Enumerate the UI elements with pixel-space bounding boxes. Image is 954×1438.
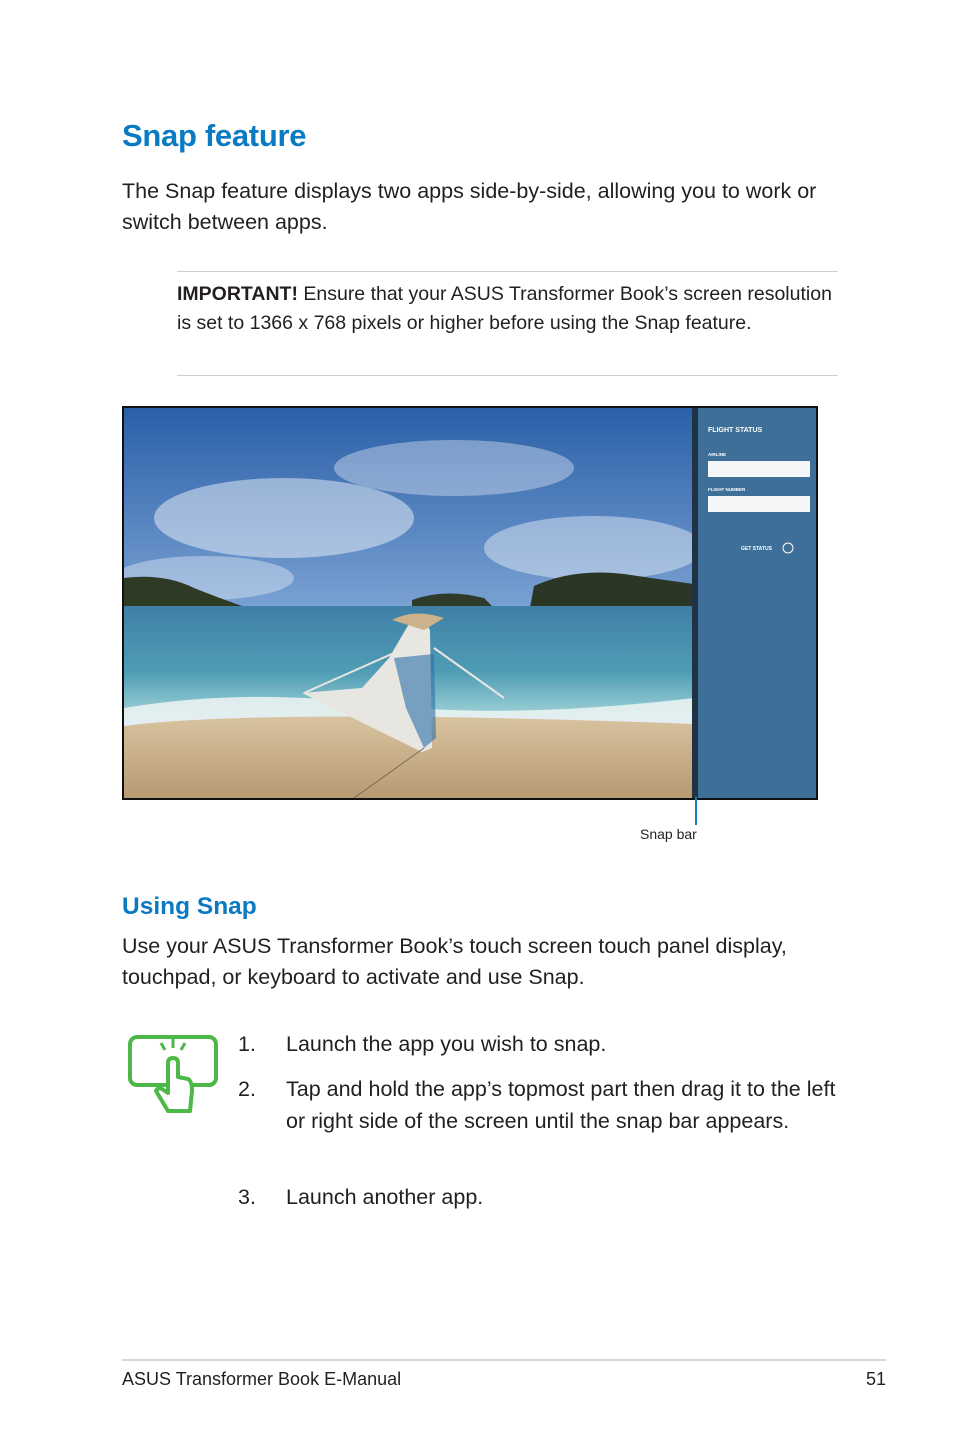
- panel-field2-label: FLIGHT NUMBER: [708, 487, 746, 492]
- snap-bar-callout-label: Snap bar: [640, 826, 697, 842]
- step-1-text: Launch the app you wish to snap.: [286, 1032, 607, 1056]
- snap-screenshot: [122, 406, 818, 800]
- panel-field2-input: [708, 496, 810, 512]
- note-bottom-rule: [177, 375, 838, 376]
- panel-title: FLIGHT STATUS: [708, 427, 763, 434]
- page-title: Snap feature: [122, 118, 307, 153]
- panel-field1-label: AIRLINE: [708, 452, 726, 457]
- step-2-number: 2.: [238, 1077, 256, 1101]
- intro-paragraph: The Snap feature displays two apps side-by-side, allowing you to work or switch between apps.: [122, 179, 817, 234]
- footer-manual-title: ASUS Transformer Book E-Manual: [122, 1369, 402, 1389]
- subsection-title: Using Snap: [122, 893, 257, 920]
- step-2-text: Tap and hold the app’s topmost part then drag it to the left or right side of the screen until the snap bar appears.: [286, 1077, 836, 1133]
- important-label: IMPORTANT!: [177, 283, 298, 305]
- step-3-text: Launch another app.: [286, 1185, 484, 1209]
- panel-field1-input: [708, 461, 810, 477]
- step-1-number: 1.: [238, 1032, 256, 1056]
- footer-page-number: 51: [865, 1369, 886, 1389]
- step-3-number: 3.: [238, 1185, 256, 1209]
- panel-button-label: GET STATUS: [741, 546, 772, 552]
- using-snap-paragraph: Use your ASUS Transformer Book’s touch screen touch panel display, touchpad, or keyboard to activate and use Snap.: [122, 934, 787, 989]
- important-text: Ensure that your ASUS Transformer Book’s screen resolution is set to 1366 x 768 pixels or higher before using the Snap feature.: [177, 283, 832, 334]
- important-note: [177, 280, 842, 338]
- snap-bar-callout-line: [695, 797, 697, 825]
- touch-screen-icon: [128, 1033, 220, 1115]
- snap-screenshot-graphic: [124, 408, 816, 798]
- footer-rule: [122, 1359, 886, 1361]
- note-top-rule: [177, 271, 838, 272]
